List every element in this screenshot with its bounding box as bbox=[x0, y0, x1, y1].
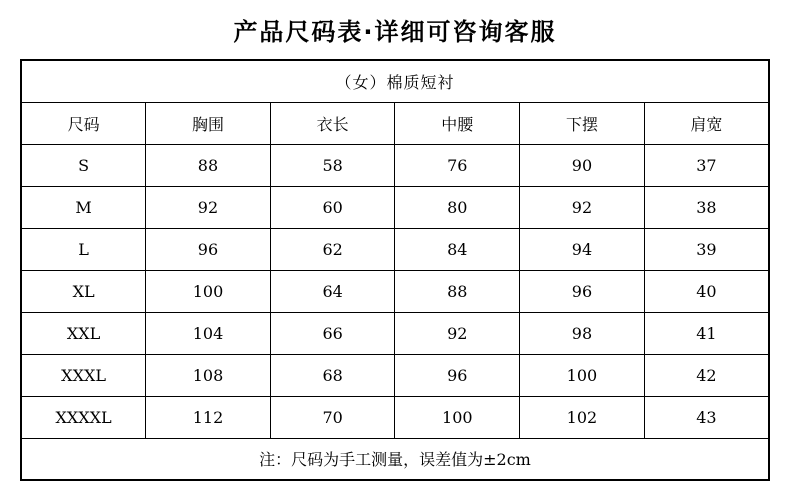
waist-cell: 80 bbox=[395, 186, 520, 228]
table-row-xxxxl bbox=[21, 396, 769, 438]
waist-cell: 84 bbox=[395, 228, 520, 270]
note-row bbox=[21, 438, 769, 480]
bust-cell: 112 bbox=[146, 396, 271, 438]
hem-cell: 90 bbox=[520, 144, 645, 186]
bust-cell: 96 bbox=[146, 228, 271, 270]
bust-cell: 88 bbox=[146, 144, 271, 186]
shoulder-cell: 40 bbox=[644, 270, 769, 312]
column-header-hem: 下摆 bbox=[520, 102, 645, 144]
size-cell: M bbox=[21, 186, 146, 228]
length-cell: 70 bbox=[270, 396, 395, 438]
length-cell: 66 bbox=[270, 312, 395, 354]
shoulder-cell: 42 bbox=[644, 354, 769, 396]
shoulder-cell: 41 bbox=[644, 312, 769, 354]
length-cell: 62 bbox=[270, 228, 395, 270]
waist-cell: 76 bbox=[395, 144, 520, 186]
column-header-bust: 胸围 bbox=[146, 102, 271, 144]
waist-cell: 96 bbox=[395, 354, 520, 396]
table-row-xl bbox=[21, 270, 769, 312]
shoulder-cell: 38 bbox=[644, 186, 769, 228]
size-cell: XL bbox=[21, 270, 146, 312]
waist-cell: 88 bbox=[395, 270, 520, 312]
shoulder-cell: 39 bbox=[644, 228, 769, 270]
header-row bbox=[21, 102, 769, 144]
table-row-xxxl bbox=[21, 354, 769, 396]
page-title: 产品尺码表·详细可咨询客服 bbox=[233, 18, 557, 46]
hem-cell: 94 bbox=[520, 228, 645, 270]
waist-cell: 92 bbox=[395, 312, 520, 354]
size-cell: L bbox=[21, 228, 146, 270]
hem-cell: 92 bbox=[520, 186, 645, 228]
bust-cell: 104 bbox=[146, 312, 271, 354]
length-cell: 58 bbox=[270, 144, 395, 186]
size-cell: S bbox=[21, 144, 146, 186]
size-cell: XXL bbox=[21, 312, 146, 354]
table-row-s bbox=[21, 144, 769, 186]
bust-cell: 108 bbox=[146, 354, 271, 396]
hem-cell: 102 bbox=[520, 396, 645, 438]
category-label: （女）棉质短衬 bbox=[21, 60, 769, 102]
hem-cell: 96 bbox=[520, 270, 645, 312]
waist-cell: 100 bbox=[395, 396, 520, 438]
column-header-length: 衣长 bbox=[270, 102, 395, 144]
hem-cell: 98 bbox=[520, 312, 645, 354]
bust-cell: 100 bbox=[146, 270, 271, 312]
column-header-size: 尺码 bbox=[21, 102, 146, 144]
column-header-shoulder: 肩宽 bbox=[644, 102, 769, 144]
table-row-l bbox=[21, 228, 769, 270]
shoulder-cell: 43 bbox=[644, 396, 769, 438]
size-cell: XXXXL bbox=[21, 396, 146, 438]
table-note: 注：尺码为手工测量，误差值为±2cm bbox=[21, 438, 769, 480]
category-row bbox=[21, 60, 769, 102]
column-header-waist: 中腰 bbox=[395, 102, 520, 144]
table-row-m bbox=[21, 186, 769, 228]
size-cell: XXXL bbox=[21, 354, 146, 396]
length-cell: 64 bbox=[270, 270, 395, 312]
hem-cell: 100 bbox=[520, 354, 645, 396]
bust-cell: 92 bbox=[146, 186, 271, 228]
table-row-xxl bbox=[21, 312, 769, 354]
length-cell: 60 bbox=[270, 186, 395, 228]
shoulder-cell: 37 bbox=[644, 144, 769, 186]
length-cell: 68 bbox=[270, 354, 395, 396]
size-table bbox=[20, 59, 770, 481]
